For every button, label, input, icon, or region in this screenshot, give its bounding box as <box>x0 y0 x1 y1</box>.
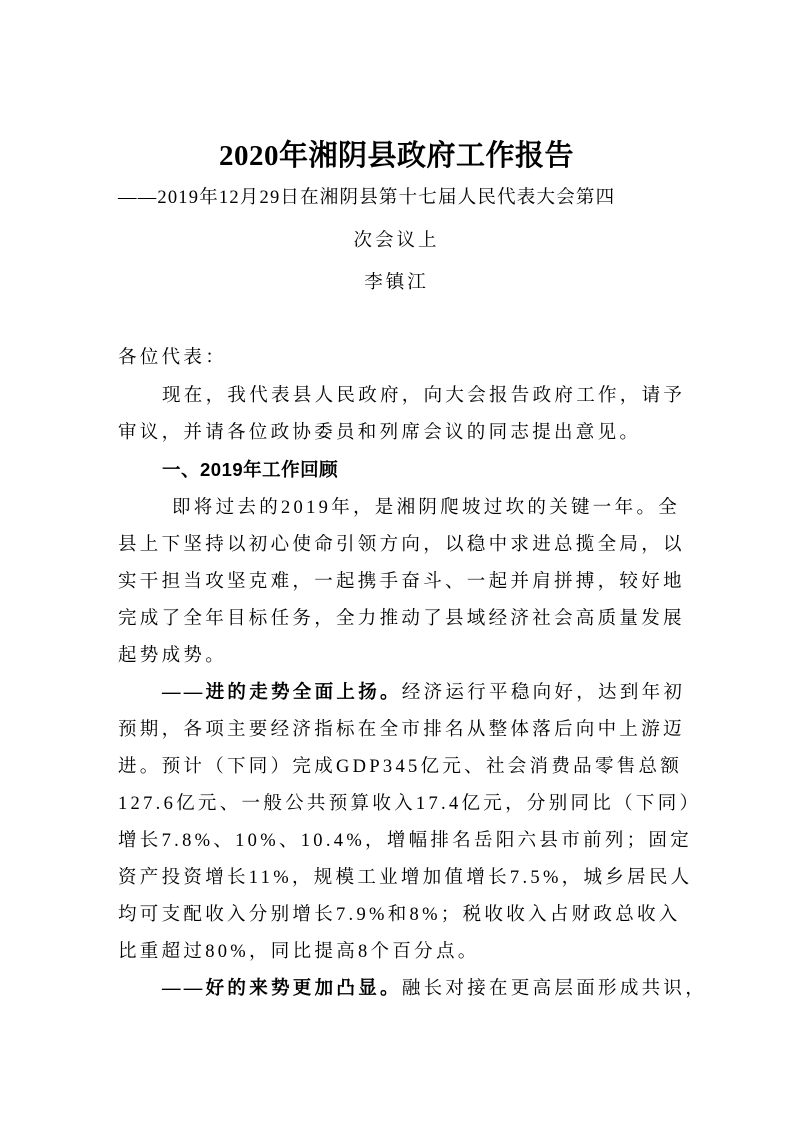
paragraph-line: 增长7.8%、10%、10.4%，增幅排名岳阳六县市前列；固定 <box>118 831 693 851</box>
paragraph-line: 预期，各项主要经济指标在全市排名从整体落后向中上游迈 <box>118 720 685 740</box>
paragraph-line: 现在，我代表县人民政府，向大会报告政府工作，请予 <box>162 386 686 406</box>
point-two-text: 融长对接在更高层面形成共识， <box>401 979 708 999</box>
point-one-text: 经济运行平稳向好，达到年初 <box>401 683 686 703</box>
document-author: 李镇江 <box>364 272 429 293</box>
paragraph-line: 127.6亿元、一般公共预算收入17.4亿元，分别同比（下同） <box>118 794 702 814</box>
salutation: 各位代表： <box>118 348 228 368</box>
point-two-first-line <box>162 971 708 1007</box>
document-subtitle: ——2019年12月29日在湘阴县第十七届人民代表大会第四 <box>118 188 616 208</box>
paragraph-line: 即将过去的2019年，是湘阴爬坡过坎的关键一年。全 <box>172 498 681 518</box>
paragraph-line: 完成了全年目标任务，全力推动了县域经济社会高质量发展 <box>118 609 685 629</box>
paragraph-line: 资产投资增长11%，规模工业增加值增长7.5%，城乡居民人 <box>118 868 693 888</box>
point-one-lead: ——进的走势全面上扬。 <box>162 683 402 703</box>
paragraph-line: 均可支配收入分别增长7.9%和8%；税收收入占财政总收入 <box>118 905 681 925</box>
section-heading: 一、2019年工作回顾 <box>162 459 339 480</box>
paragraph-line: 审议，并请各位政协委员和列席会议的同志提出意见。 <box>118 423 642 443</box>
paragraph-line: 进。预计（下同）完成GDP345亿元、社会消费品零售总额 <box>118 757 683 777</box>
paragraph-line: 比重超过80%，同比提高8个百分点。 <box>118 942 480 962</box>
point-two-lead: ——好的来势更加凸显。 <box>162 979 402 999</box>
document-subtitle-continued: 次会议上 <box>353 230 440 251</box>
paragraph-line: 起势成势。 <box>118 646 228 666</box>
paragraph-line: 县上下坚持以初心使命引领方向，以稳中求进总揽全局，以 <box>118 535 685 555</box>
document-title: 2020年湘阴县政府工作报告 <box>218 140 574 172</box>
paragraph-line: 实干担当攻坚克难，一起携手奋斗、一起并肩拼搏，较好地 <box>118 572 685 592</box>
point-one-first-line <box>162 675 686 711</box>
